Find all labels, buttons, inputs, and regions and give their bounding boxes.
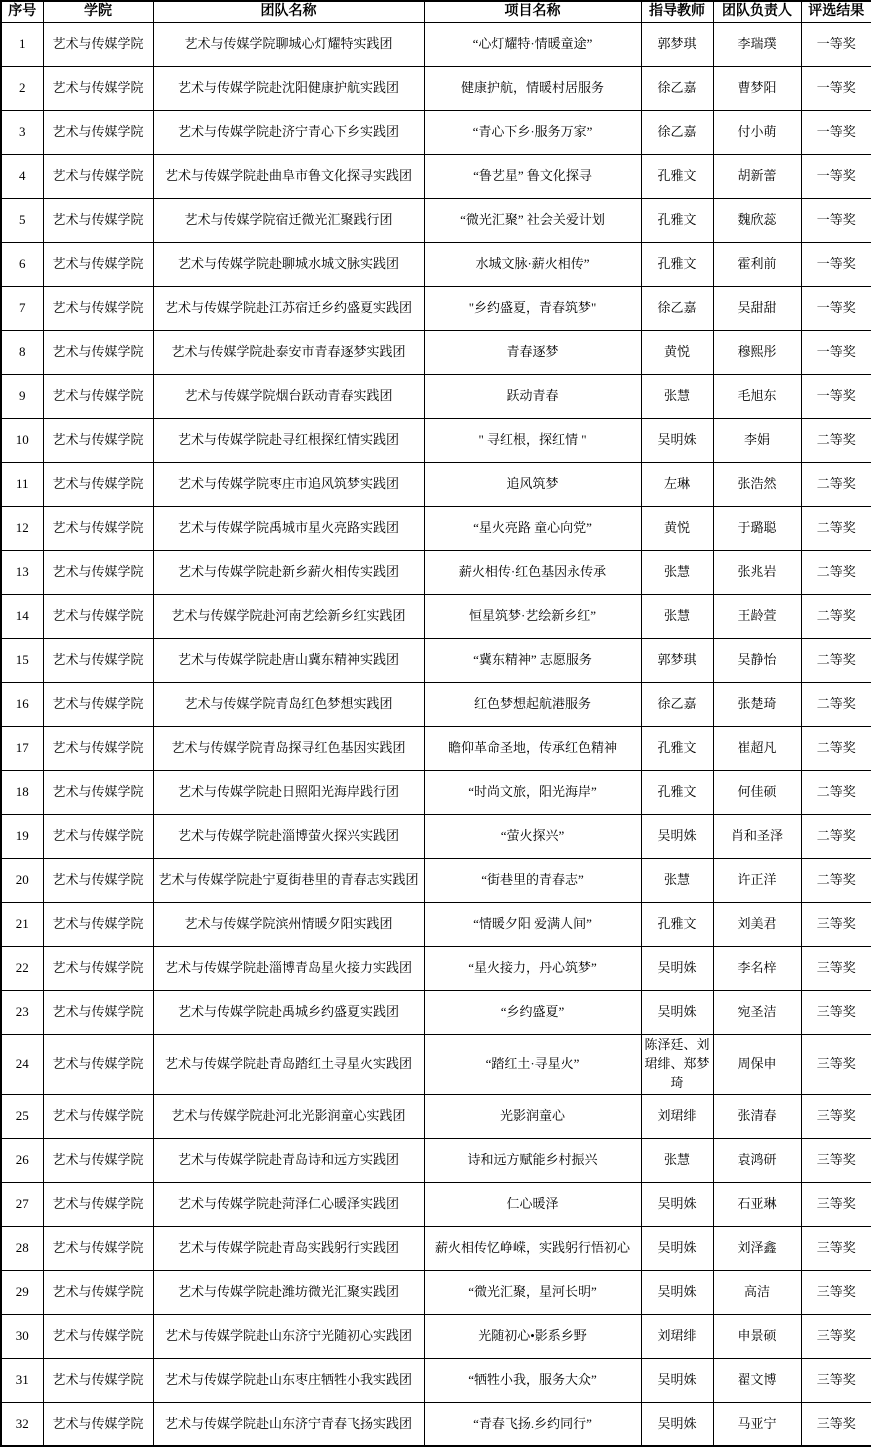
cell-project: 青春逐梦 [424,331,641,375]
table-row [1,1035,871,1095]
cell-advisor: 孔雅文 [641,243,713,287]
cell-project: 红色梦想起航港服务 [424,683,641,727]
table-row [1,947,871,991]
cell-project: "乡约盛夏，青春筑梦" [424,287,641,331]
table-row [1,67,871,111]
cell-result: 一等奖 [801,331,871,375]
cell-result: 二等奖 [801,727,871,771]
cell-college: 艺术与传媒学院 [43,859,153,903]
cell-team: 艺术与传媒学院烟台跃动青春实践团 [153,375,424,419]
cell-leader: 袁鸿研 [713,1138,801,1182]
cell-no: 10 [1,419,43,463]
cell-team: 艺术与传媒学院宿迁微光汇聚践行团 [153,199,424,243]
cell-project: “时尚文旅，阳光海岸” [424,771,641,815]
cell-leader: 何佳硕 [713,771,801,815]
cell-result: 三等奖 [801,1226,871,1270]
cell-result: 一等奖 [801,111,871,155]
cell-team: 艺术与传媒学院赴聊城水城文脉实践团 [153,243,424,287]
cell-no: 3 [1,111,43,155]
cell-project: “情暖夕阳 爱满人间” [424,903,641,947]
table-row [1,991,871,1035]
cell-project: 跃动青春 [424,375,641,419]
cell-college: 艺术与传媒学院 [43,1270,153,1314]
cell-advisor: 黄悦 [641,331,713,375]
cell-project: “星火接力，丹心筑梦” [424,947,641,991]
cell-project: “萤火探兴” [424,815,641,859]
cell-team: 艺术与传媒学院赴山东济宁青春飞扬实践团 [153,1402,424,1446]
cell-advisor: 张慧 [641,595,713,639]
cell-no: 23 [1,991,43,1035]
cell-team: 艺术与传媒学院青岛红色梦想实践团 [153,683,424,727]
cell-leader: 于璐聪 [713,507,801,551]
table-row [1,859,871,903]
cell-leader: 霍利前 [713,243,801,287]
table-row [1,1314,871,1358]
cell-result: 二等奖 [801,507,871,551]
cell-result: 二等奖 [801,595,871,639]
cell-result: 二等奖 [801,859,871,903]
cell-no: 18 [1,771,43,815]
cell-college: 艺术与传媒学院 [43,1402,153,1446]
cell-project: 健康护航，情暖村居服务 [424,67,641,111]
cell-result: 二等奖 [801,419,871,463]
cell-college: 艺术与传媒学院 [43,67,153,111]
cell-team: 艺术与传媒学院赴曲阜市鲁文化探寻实践团 [153,155,424,199]
cell-no: 11 [1,463,43,507]
cell-no: 4 [1,155,43,199]
cell-team: 艺术与传媒学院赴青岛实践躬行实践团 [153,1226,424,1270]
cell-college: 艺术与传媒学院 [43,155,153,199]
cell-advisor: 吴明姝 [641,815,713,859]
table-row [1,727,871,771]
cell-team: 艺术与传媒学院赴济宁青心下乡实践团 [153,111,424,155]
table-row [1,903,871,947]
cell-project: “鲁艺星” 鲁文化探寻 [424,155,641,199]
cell-advisor: 徐乙嘉 [641,683,713,727]
cell-advisor: 徐乙嘉 [641,67,713,111]
table-row [1,1226,871,1270]
cell-project: “微光汇聚，星河长明” [424,1270,641,1314]
cell-leader: 刘泽鑫 [713,1226,801,1270]
cell-college: 艺术与传媒学院 [43,199,153,243]
cell-project: 薪火相传·红色基因永传承 [424,551,641,595]
cell-college: 艺术与传媒学院 [43,551,153,595]
cell-leader: 付小萌 [713,111,801,155]
table-body [1,23,871,1447]
cell-college: 艺术与传媒学院 [43,595,153,639]
cell-college: 艺术与传媒学院 [43,727,153,771]
cell-result: 二等奖 [801,463,871,507]
table-row [1,1182,871,1226]
cell-no: 9 [1,375,43,419]
cell-result: 一等奖 [801,23,871,67]
cell-team: 艺术与传媒学院赴淄博青岛星火接力实践团 [153,947,424,991]
cell-result: 一等奖 [801,199,871,243]
cell-result: 二等奖 [801,683,871,727]
cell-result: 一等奖 [801,287,871,331]
cell-result: 三等奖 [801,947,871,991]
cell-college: 艺术与传媒学院 [43,419,153,463]
cell-project: “微光汇聚” 社会关爱计划 [424,199,641,243]
cell-team: 艺术与传媒学院赴山东济宁光随初心实践团 [153,1314,424,1358]
table-row [1,551,871,595]
cell-leader: 李瑞璞 [713,23,801,67]
cell-advisor: 张慧 [641,375,713,419]
cell-project: “乡约盛夏” [424,991,641,1035]
cell-college: 艺术与传媒学院 [43,947,153,991]
cell-advisor: 孔雅文 [641,727,713,771]
cell-no: 12 [1,507,43,551]
cell-result: 一等奖 [801,375,871,419]
cell-advisor: 张慧 [641,859,713,903]
cell-college: 艺术与传媒学院 [43,111,153,155]
cell-college: 艺术与传媒学院 [43,1094,153,1138]
cell-advisor: 刘珺绯 [641,1314,713,1358]
cell-no: 1 [1,23,43,67]
cell-advisor: 孔雅文 [641,771,713,815]
cell-leader: 胡新蕾 [713,155,801,199]
cell-result: 二等奖 [801,815,871,859]
cell-no: 13 [1,551,43,595]
cell-leader: 石亚琳 [713,1182,801,1226]
cell-advisor: 吴明姝 [641,991,713,1035]
cell-project: “心灯耀特·情暖童途” [424,23,641,67]
cell-college: 艺术与传媒学院 [43,1138,153,1182]
cell-team: 艺术与传媒学院枣庄市追风筑梦实践团 [153,463,424,507]
cell-result: 一等奖 [801,243,871,287]
cell-no: 17 [1,727,43,771]
cell-result: 二等奖 [801,771,871,815]
cell-team: 艺术与传媒学院赴潍坊微光汇聚实践团 [153,1270,424,1314]
cell-project: “牺牲小我，服务大众” [424,1358,641,1402]
cell-leader: 刘美君 [713,903,801,947]
cell-advisor: 张慧 [641,1138,713,1182]
cell-result: 三等奖 [801,1314,871,1358]
table-row [1,1138,871,1182]
cell-leader: 王龄萱 [713,595,801,639]
cell-result: 三等奖 [801,991,871,1035]
cell-team: 艺术与传媒学院赴宁夏街巷里的青春志实践团 [153,859,424,903]
cell-college: 艺术与传媒学院 [43,1226,153,1270]
cell-result: 二等奖 [801,639,871,683]
cell-result: 三等奖 [801,1035,871,1095]
cell-team: 艺术与传媒学院赴唐山冀东精神实践团 [153,639,424,683]
cell-project: “星火亮路 童心向党” [424,507,641,551]
cell-leader: 宛圣洁 [713,991,801,1035]
table-row [1,771,871,815]
cell-advisor: 郭梦琪 [641,639,713,683]
table-row [1,1094,871,1138]
cell-project: “青春飞扬.乡约同行” [424,1402,641,1446]
cell-result: 三等奖 [801,903,871,947]
table-row [1,1270,871,1314]
cell-project: 光影润童心 [424,1094,641,1138]
cell-project: 诗和远方赋能乡村振兴 [424,1138,641,1182]
cell-advisor: 孔雅文 [641,903,713,947]
cell-team: 艺术与传媒学院赴寻红根探红情实践团 [153,419,424,463]
cell-team: 艺术与传媒学院赴沈阳健康护航实践团 [153,67,424,111]
table-row [1,595,871,639]
cell-no: 8 [1,331,43,375]
header-row [1,1,871,23]
table-row [1,463,871,507]
cell-team: 艺术与传媒学院赴河北光影润童心实践团 [153,1094,424,1138]
cell-college: 艺术与传媒学院 [43,287,153,331]
cell-college: 艺术与传媒学院 [43,1035,153,1095]
cell-advisor: 吴明姝 [641,1226,713,1270]
cell-leader: 许正洋 [713,859,801,903]
table-header [1,1,871,23]
cell-advisor: 吴明姝 [641,419,713,463]
table-row [1,507,871,551]
column-header-result: 评选结果 [801,1,871,23]
cell-project: 薪火相传忆峥嵘，实践躬行悟初心 [424,1226,641,1270]
cell-leader: 马亚宁 [713,1402,801,1446]
cell-no: 25 [1,1094,43,1138]
cell-leader: 高洁 [713,1270,801,1314]
column-header-team: 团队名称 [153,1,424,23]
cell-team: 艺术与传媒学院赴河南艺绘新乡红实践团 [153,595,424,639]
cell-team: 艺术与传媒学院青岛探寻红色基因实践团 [153,727,424,771]
cell-no: 31 [1,1358,43,1402]
cell-college: 艺术与传媒学院 [43,771,153,815]
table-row [1,375,871,419]
table-row [1,243,871,287]
cell-leader: 曹梦阳 [713,67,801,111]
cell-no: 19 [1,815,43,859]
cell-project: “青心下乡·服务万家” [424,111,641,155]
cell-advisor: 吴明姝 [641,1182,713,1226]
column-header-college: 学院 [43,1,153,23]
cell-team: 艺术与传媒学院赴青岛诗和远方实践团 [153,1138,424,1182]
cell-leader: 张浩然 [713,463,801,507]
table-row [1,1358,871,1402]
cell-result: 二等奖 [801,551,871,595]
cell-college: 艺术与传媒学院 [43,375,153,419]
table-row [1,111,871,155]
table-row [1,199,871,243]
cell-project: 追风筑梦 [424,463,641,507]
cell-no: 27 [1,1182,43,1226]
table-row [1,287,871,331]
cell-leader: 翟文博 [713,1358,801,1402]
table-row [1,419,871,463]
table-row [1,331,871,375]
cell-leader: 周保申 [713,1035,801,1095]
cell-project: 光随初心•影系乡野 [424,1314,641,1358]
cell-advisor: 孔雅文 [641,155,713,199]
cell-team: 艺术与传媒学院滨州情暖夕阳实践团 [153,903,424,947]
cell-college: 艺术与传媒学院 [43,331,153,375]
cell-advisor: 黄悦 [641,507,713,551]
cell-result: 一等奖 [801,67,871,111]
cell-no: 5 [1,199,43,243]
cell-team: 艺术与传媒学院赴菏泽仁心暖泽实践团 [153,1182,424,1226]
cell-team: 艺术与传媒学院赴江苏宿迁乡约盛夏实践团 [153,287,424,331]
cell-team: 艺术与传媒学院赴泰安市青春逐梦实践团 [153,331,424,375]
cell-result: 一等奖 [801,155,871,199]
cell-team: 艺术与传媒学院赴日照阳光海岸践行团 [153,771,424,815]
cell-no: 20 [1,859,43,903]
cell-no: 29 [1,1270,43,1314]
cell-no: 15 [1,639,43,683]
column-header-advisor: 指导教师 [641,1,713,23]
column-header-no: 序号 [1,1,43,23]
cell-college: 艺术与传媒学院 [43,1314,153,1358]
cell-no: 22 [1,947,43,991]
cell-advisor: 吴明姝 [641,947,713,991]
cell-team: 艺术与传媒学院赴新乡薪火相传实践团 [153,551,424,595]
cell-advisor: 吴明姝 [641,1270,713,1314]
cell-leader: 申景硕 [713,1314,801,1358]
cell-college: 艺术与传媒学院 [43,683,153,727]
cell-leader: 崔超凡 [713,727,801,771]
cell-advisor: 孔雅文 [641,199,713,243]
cell-leader: 毛旭东 [713,375,801,419]
cell-leader: 吴甜甜 [713,287,801,331]
cell-leader: 李名梓 [713,947,801,991]
cell-no: 28 [1,1226,43,1270]
cell-result: 三等奖 [801,1138,871,1182]
column-header-leader: 团队负责人 [713,1,801,23]
cell-team: 艺术与传媒学院赴禹城乡约盛夏实践团 [153,991,424,1035]
cell-project: " 寻红根，探红情 " [424,419,641,463]
cell-no: 26 [1,1138,43,1182]
cell-advisor: 吴明姝 [641,1358,713,1402]
cell-leader: 肖和圣泽 [713,815,801,859]
cell-team: 艺术与传媒学院赴青岛踏红土寻星火实践团 [153,1035,424,1095]
cell-leader: 张兆岩 [713,551,801,595]
cell-college: 艺术与传媒学院 [43,903,153,947]
cell-college: 艺术与传媒学院 [43,507,153,551]
cell-project: 仁心暖泽 [424,1182,641,1226]
cell-leader: 吴静怡 [713,639,801,683]
cell-advisor: 左琳 [641,463,713,507]
cell-result: 三等奖 [801,1358,871,1402]
cell-college: 艺术与传媒学院 [43,1182,153,1226]
cell-college: 艺术与传媒学院 [43,243,153,287]
cell-advisor: 陈泽廷、刘珺绯、郑梦琦 [641,1035,713,1095]
cell-leader: 张清春 [713,1094,801,1138]
cell-project: 恒星筑梦·艺绘新乡红” [424,595,641,639]
cell-team: 艺术与传媒学院聊城心灯耀特实践团 [153,23,424,67]
cell-result: 三等奖 [801,1094,871,1138]
cell-leader: 穆熙彤 [713,331,801,375]
cell-advisor: 徐乙嘉 [641,287,713,331]
cell-result: 三等奖 [801,1402,871,1446]
cell-leader: 张楚琦 [713,683,801,727]
cell-advisor: 张慧 [641,551,713,595]
cell-college: 艺术与传媒学院 [43,1358,153,1402]
cell-no: 32 [1,1402,43,1446]
table-row [1,23,871,67]
cell-team: 艺术与传媒学院赴山东枣庄牺牲小我实践团 [153,1358,424,1402]
cell-project: “冀东精神” 志愿服务 [424,639,641,683]
cell-no: 7 [1,287,43,331]
table-row [1,815,871,859]
cell-project: 瞻仰革命圣地，传承红色精神 [424,727,641,771]
cell-college: 艺术与传媒学院 [43,23,153,67]
cell-no: 16 [1,683,43,727]
cell-team: 艺术与传媒学院禹城市星火亮路实践团 [153,507,424,551]
cell-advisor: 吴明姝 [641,1402,713,1446]
cell-result: 三等奖 [801,1182,871,1226]
cell-college: 艺术与传媒学院 [43,991,153,1035]
cell-college: 艺术与传媒学院 [43,463,153,507]
cell-no: 6 [1,243,43,287]
cell-project: “踏红土·寻星火” [424,1035,641,1095]
table-row [1,639,871,683]
cell-no: 30 [1,1314,43,1358]
cell-result: 三等奖 [801,1270,871,1314]
cell-advisor: 郭梦琪 [641,23,713,67]
table-row [1,1402,871,1446]
cell-no: 24 [1,1035,43,1095]
cell-no: 14 [1,595,43,639]
cell-leader: 魏欣蕊 [713,199,801,243]
cell-college: 艺术与传媒学院 [43,639,153,683]
cell-advisor: 徐乙嘉 [641,111,713,155]
cell-project: “街巷里的青春志” [424,859,641,903]
cell-no: 2 [1,67,43,111]
cell-college: 艺术与传媒学院 [43,815,153,859]
column-header-project: 项目名称 [424,1,641,23]
cell-team: 艺术与传媒学院赴淄博萤火探兴实践团 [153,815,424,859]
table-row [1,155,871,199]
cell-leader: 李娟 [713,419,801,463]
cell-advisor: 刘珺绯 [641,1094,713,1138]
cell-project: 水城文脉·薪火相传” [424,243,641,287]
cell-no: 21 [1,903,43,947]
table-row [1,683,871,727]
